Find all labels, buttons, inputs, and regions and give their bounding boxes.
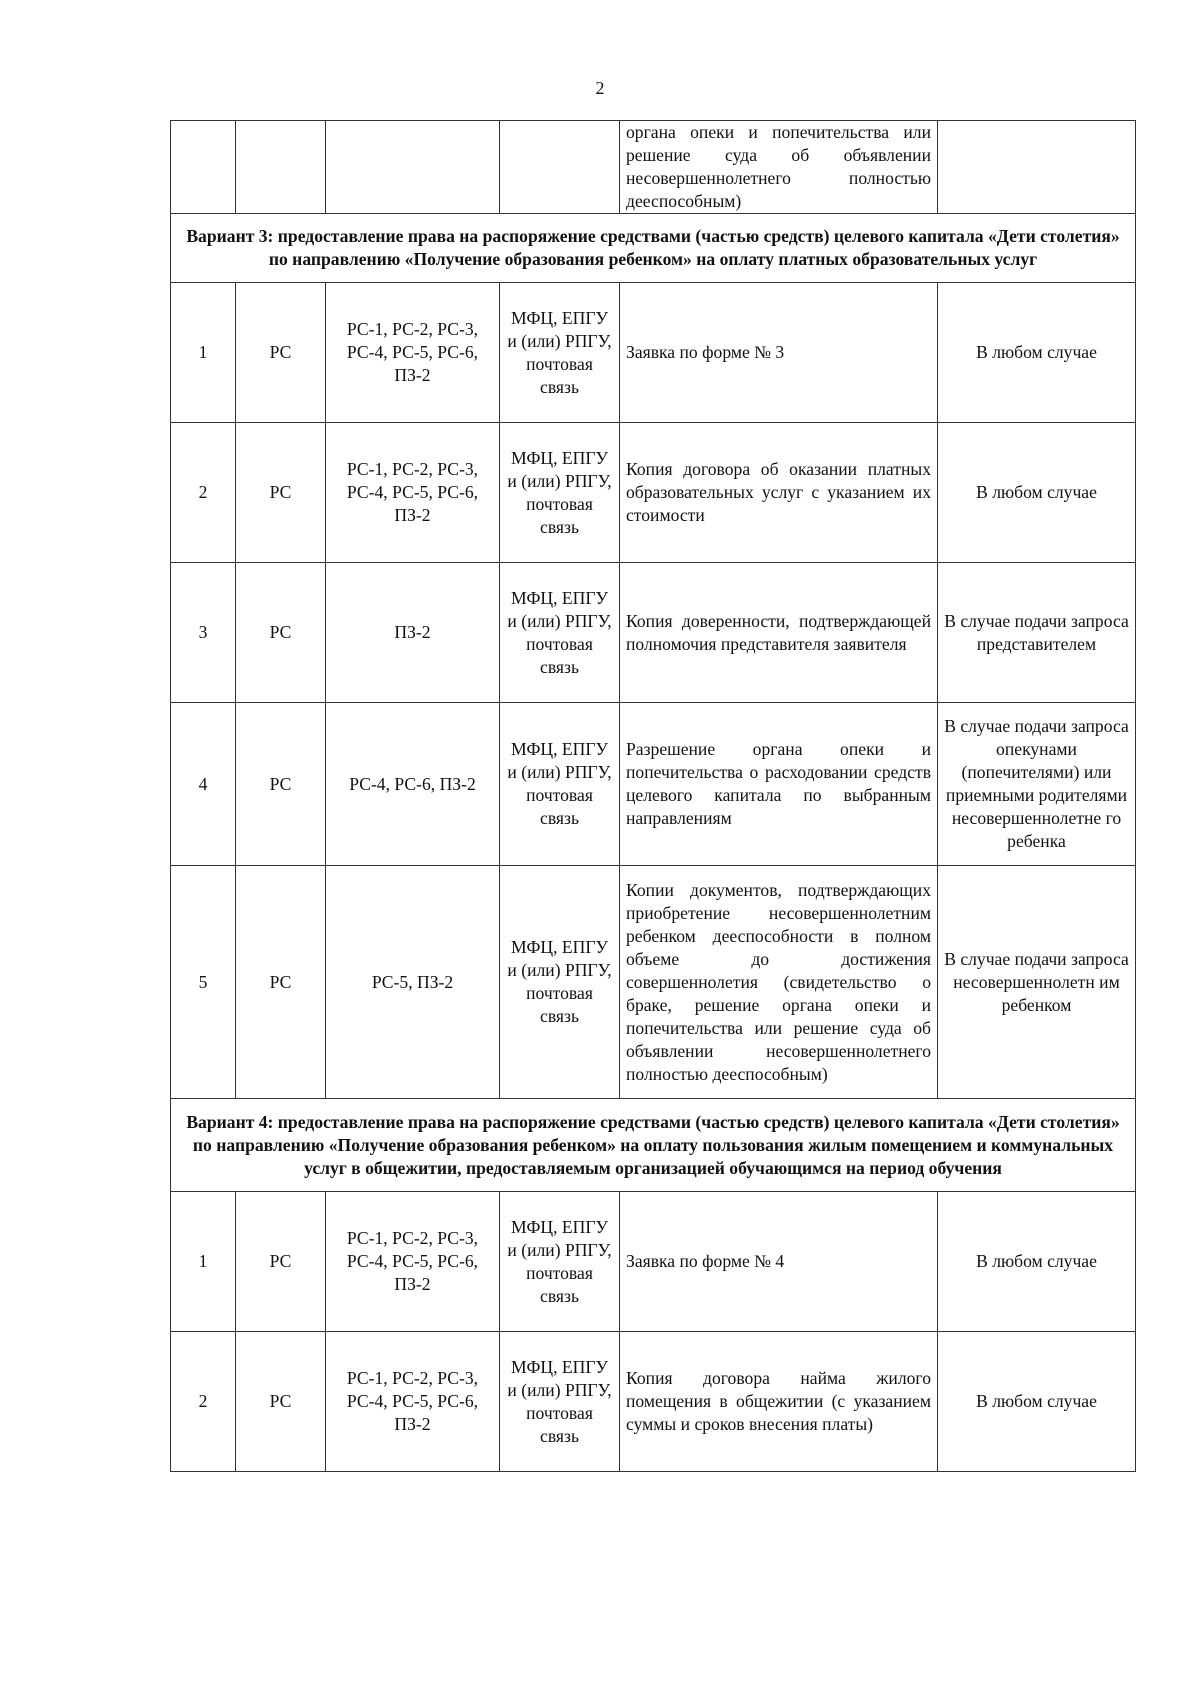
cell-code: РС xyxy=(236,1332,326,1472)
cell-code: РС xyxy=(236,866,326,1099)
cell-inter: РС-1, РС-2, РС-3, РС-4, РС-5, РС-6, ПЗ-2 xyxy=(326,423,500,563)
cell-code: РС xyxy=(236,703,326,866)
cell-inter: РС-4, РС-6, ПЗ-2 xyxy=(326,703,500,866)
cell-num xyxy=(171,121,236,214)
cell-num: 1 xyxy=(171,1192,236,1332)
cell-channel: МФЦ, ЕПГУ и (или) РПГУ, почтовая связь xyxy=(500,283,620,423)
variant-3-title: Вариант 3: предоставление права на распоряжение средствами (частью средств) целевого капитала «Дети столетия» по направлению «Получение образования ребенком» на оплату платных образовательных услуг xyxy=(171,214,1136,283)
table-row xyxy=(171,423,1136,563)
cell-code xyxy=(236,121,326,214)
cell-document: Заявка по форме № 3 xyxy=(620,283,938,423)
cell-document: Разрешение органа опеки и попечительства о расходовании средств целевого капитала по выбранным направлениям xyxy=(620,703,938,866)
cell-condition: В любом случае xyxy=(938,1332,1136,1472)
cell-condition: В любом случае xyxy=(938,1192,1136,1332)
table-row xyxy=(171,703,1136,866)
cell-channel: МФЦ, ЕПГУ и (или) РПГУ, почтовая связь xyxy=(500,1192,620,1332)
cell-code: РС xyxy=(236,1192,326,1332)
cell-document: органа опеки и попечительства или решение суда об объявлении несовершеннолетнего полностью дееспособным) xyxy=(620,121,938,214)
cell-num: 3 xyxy=(171,563,236,703)
table-row xyxy=(171,866,1136,1099)
table-row xyxy=(171,1332,1136,1472)
cell-num: 5 xyxy=(171,866,236,1099)
cell-inter: РС-1, РС-2, РС-3, РС-4, РС-5, РС-6, ПЗ-2 xyxy=(326,1192,500,1332)
cell-document: Заявка по форме № 4 xyxy=(620,1192,938,1332)
cell-channel: МФЦ, ЕПГУ и (или) РПГУ, почтовая связь xyxy=(500,563,620,703)
cell-document: Копия договора найма жилого помещения в общежитии (с указанием суммы и сроков внесения платы) xyxy=(620,1332,938,1472)
cell-num: 2 xyxy=(171,1332,236,1472)
cell-condition: В случае подачи запроса представителем xyxy=(938,563,1136,703)
cell-channel xyxy=(500,121,620,214)
cell-channel: МФЦ, ЕПГУ и (или) РПГУ, почтовая связь xyxy=(500,703,620,866)
table-row xyxy=(171,1192,1136,1332)
cell-condition: В случае подачи запроса несовершеннолетн им ребенком xyxy=(938,866,1136,1099)
documents-table xyxy=(170,120,1136,1472)
table-row xyxy=(171,563,1136,703)
table-row xyxy=(171,121,1136,214)
cell-channel: МФЦ, ЕПГУ и (или) РПГУ, почтовая связь xyxy=(500,423,620,563)
page-number: 2 xyxy=(595,78,605,98)
cell-condition: В любом случае xyxy=(938,283,1136,423)
cell-channel: МФЦ, ЕПГУ и (или) РПГУ, почтовая связь xyxy=(500,866,620,1099)
variant-4-title: Вариант 4: предоставление права на распоряжение средствами (частью средств) целевого капитала «Дети столетия» по направлению «Получение образования ребенком» на оплату пользования жилым помещением и коммунальных услуг в общежитии, предоставляемым организацией обучающимся на период обучения xyxy=(171,1099,1136,1192)
cell-condition xyxy=(938,121,1136,214)
variant-4-heading-row xyxy=(171,1099,1136,1192)
cell-inter xyxy=(326,121,500,214)
cell-channel: МФЦ, ЕПГУ и (или) РПГУ, почтовая связь xyxy=(500,1332,620,1472)
cell-document: Копии документов, подтверждающих приобретение несовершеннолетним ребенком дееспособности в полном объеме до достижения совершеннолетия (свидетельство о браке, решение органа опеки и попечительства или решение суда об объявлении несовершеннолетнего полностью дееспособным) xyxy=(620,866,938,1099)
cell-inter: РС-1, РС-2, РС-3, РС-4, РС-5, РС-6, ПЗ-2 xyxy=(326,283,500,423)
cell-num: 2 xyxy=(171,423,236,563)
variant-3-heading-row xyxy=(171,214,1136,283)
cell-num: 1 xyxy=(171,283,236,423)
cell-num: 4 xyxy=(171,703,236,866)
cell-inter: ПЗ-2 xyxy=(326,563,500,703)
cell-condition: В случае подачи запроса опекунами (попечителями) или приемными родителями несовершеннолетне го ребенка xyxy=(938,703,1136,866)
cell-code: РС xyxy=(236,563,326,703)
cell-code: РС xyxy=(236,423,326,563)
cell-code: РС xyxy=(236,283,326,423)
cell-inter: РС-5, ПЗ-2 xyxy=(326,866,500,1099)
cell-inter: РС-1, РС-2, РС-3, РС-4, РС-5, РС-6, ПЗ-2 xyxy=(326,1332,500,1472)
cell-document: Копия доверенности, подтверждающей полномочия представителя заявителя xyxy=(620,563,938,703)
table-row xyxy=(171,283,1136,423)
cell-condition: В любом случае xyxy=(938,423,1136,563)
cell-document: Копия договора об оказании платных образовательных услуг с указанием их стоимости xyxy=(620,423,938,563)
